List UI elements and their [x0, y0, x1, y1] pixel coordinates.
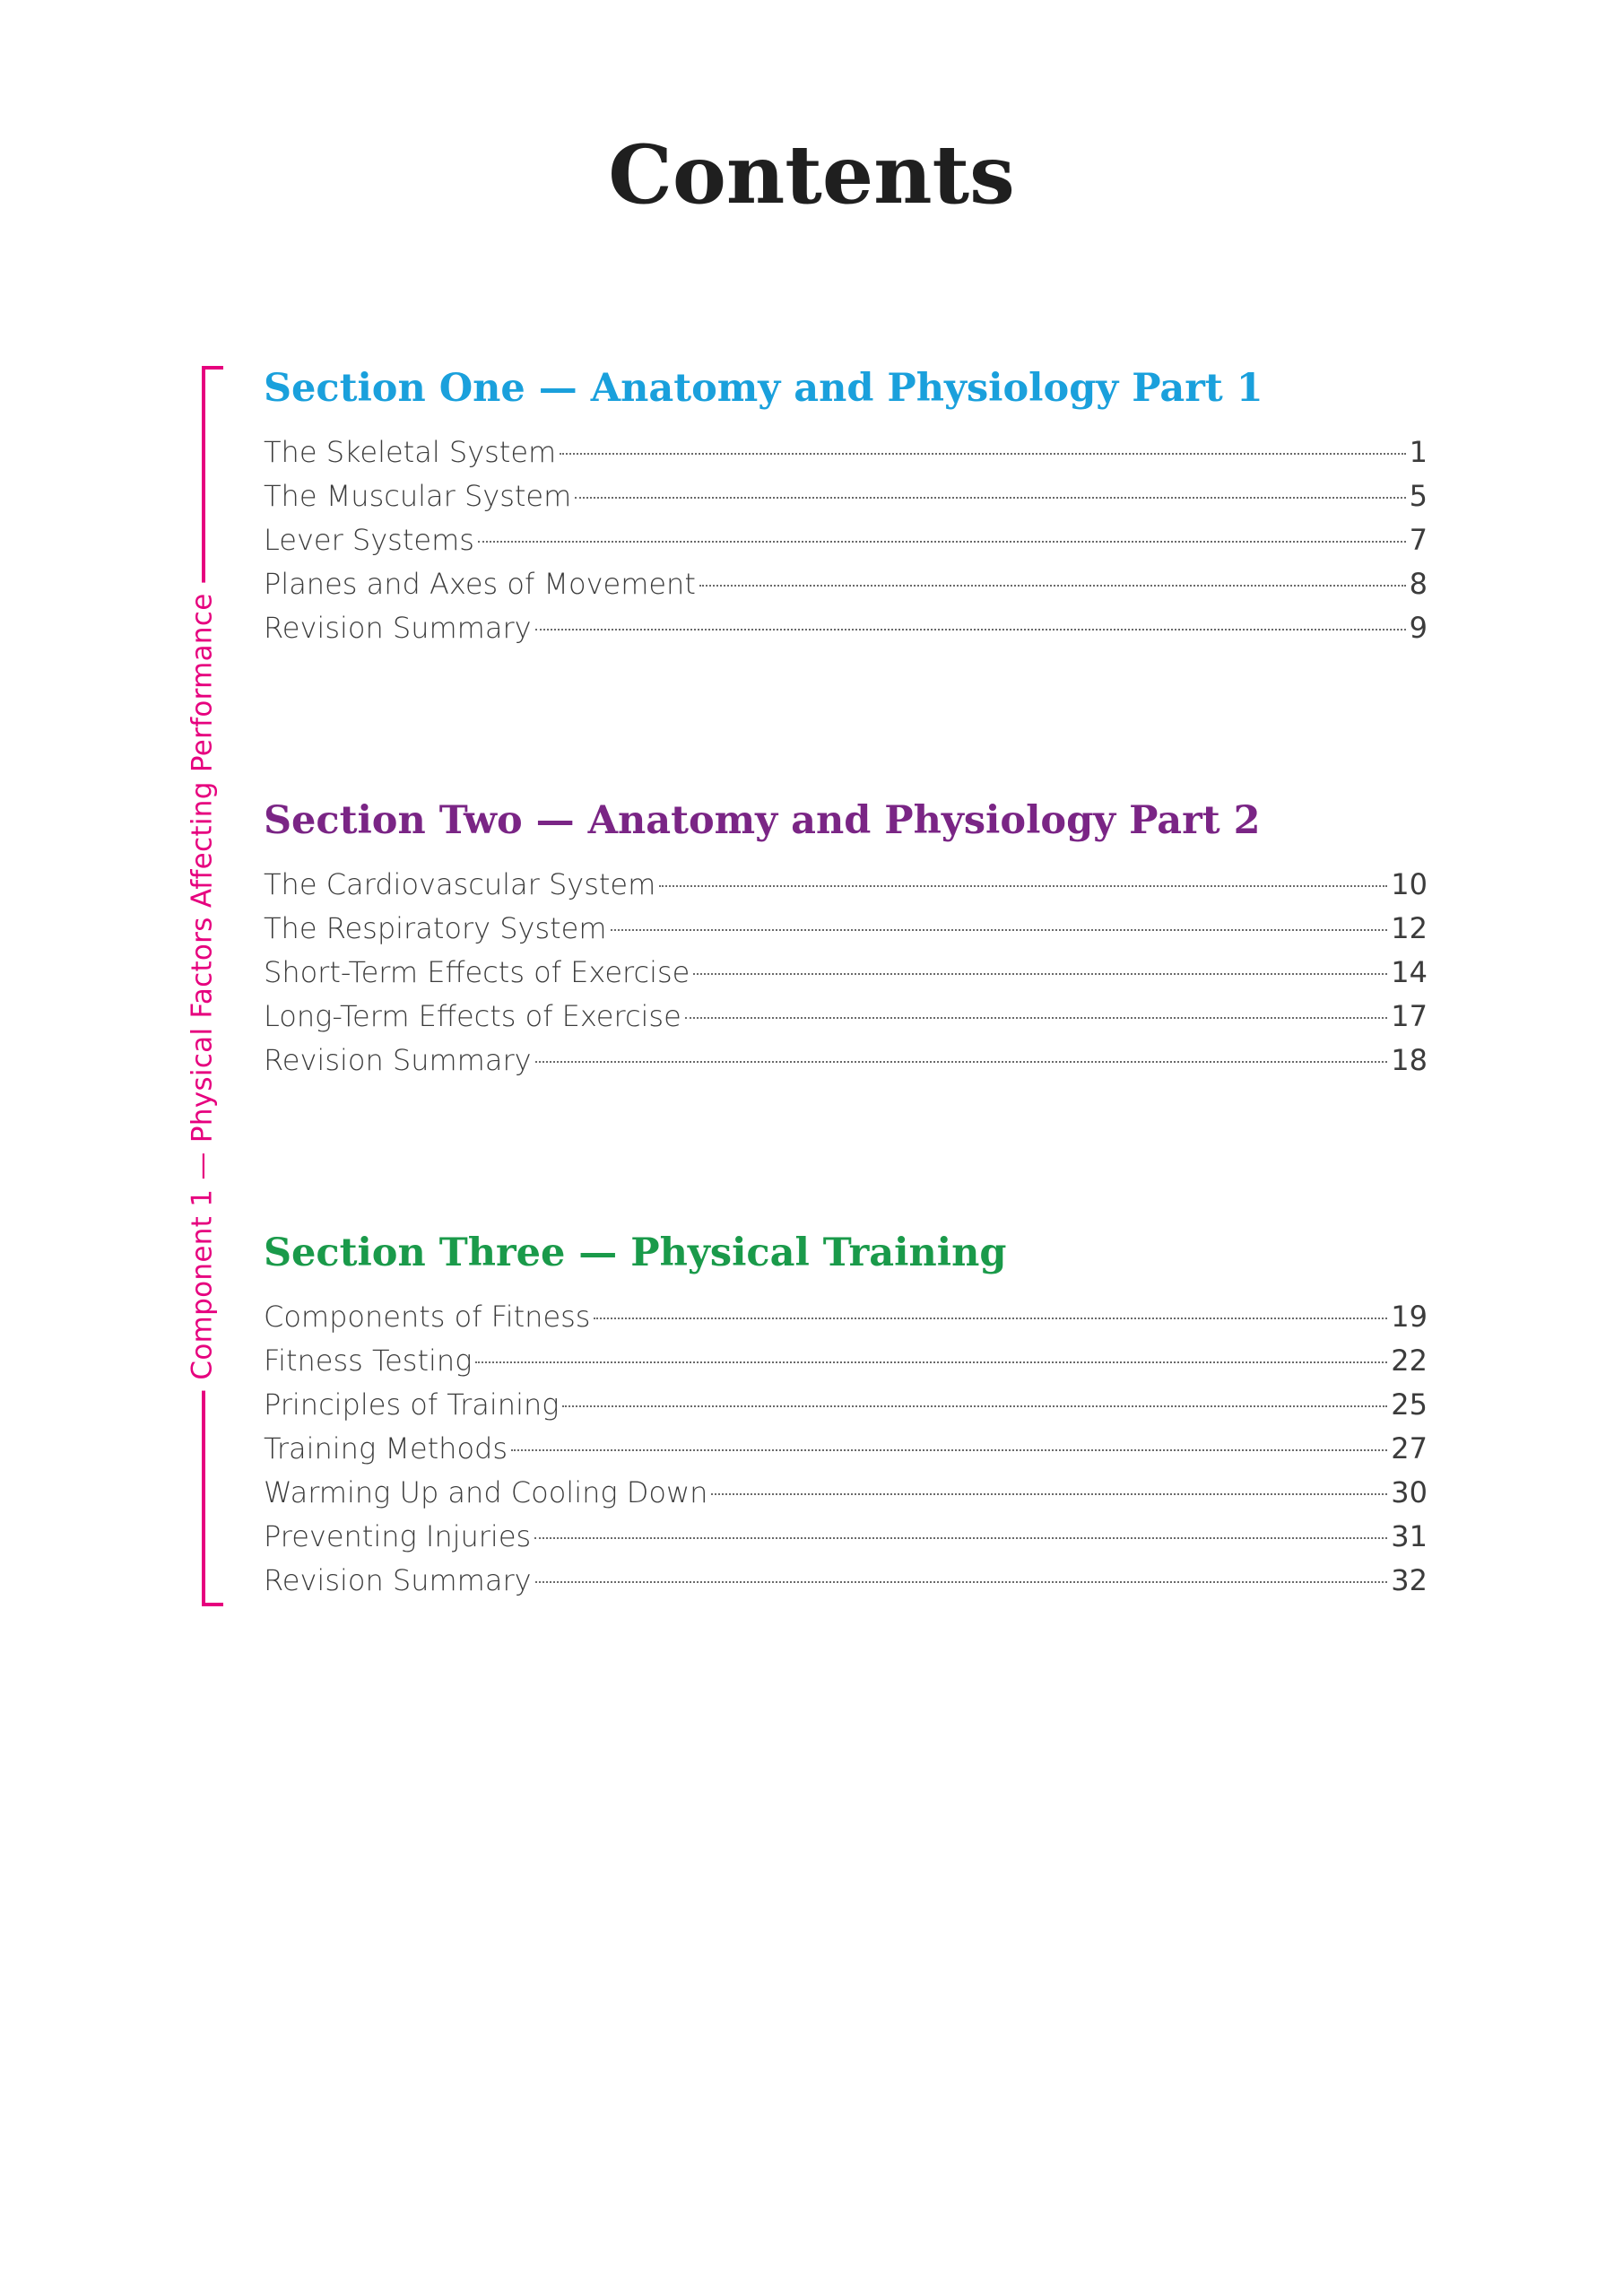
dot-leader — [693, 973, 1387, 975]
toc-entry[interactable] — [264, 518, 1428, 562]
section-heading: Section Two — Anatomy and Physiology Part 2 — [264, 798, 1261, 843]
dot-leader — [535, 629, 1406, 631]
entry-title: Long-Term Effects of Exercise — [264, 998, 681, 1033]
entry-page: 30 — [1391, 1474, 1428, 1509]
entry-page: 17 — [1391, 998, 1428, 1033]
dot-leader — [475, 1361, 1387, 1363]
dot-leader — [699, 585, 1406, 587]
entry-page: 5 — [1409, 478, 1428, 513]
entry-page: 14 — [1391, 954, 1428, 989]
toc-entry[interactable] — [264, 606, 1428, 650]
toc-entry[interactable] — [264, 1339, 1428, 1383]
entry-title: Principles of Training — [264, 1387, 560, 1422]
dot-leader — [535, 1581, 1388, 1583]
entry-page: 12 — [1391, 910, 1428, 945]
entry-page: 31 — [1391, 1518, 1428, 1553]
entry-page: 25 — [1391, 1387, 1428, 1422]
entry-page: 27 — [1391, 1431, 1428, 1465]
toc-entry[interactable] — [264, 907, 1428, 951]
dot-leader — [711, 1493, 1387, 1495]
toc-entry[interactable] — [264, 1471, 1428, 1515]
section-heading: Section Three — Physical Training — [264, 1231, 1007, 1275]
section-one — [264, 366, 1428, 650]
entry-title: Planes and Axes of Movement — [264, 566, 696, 601]
entry-page: 7 — [1409, 522, 1428, 557]
dot-leader — [594, 1318, 1387, 1319]
toc-entry[interactable] — [264, 562, 1428, 606]
entry-title: The Skeletal System — [264, 434, 557, 469]
entry-title: Lever Systems — [264, 522, 474, 557]
entry-title: Components of Fitness — [264, 1299, 591, 1334]
entry-title: Fitness Testing — [264, 1343, 473, 1378]
toc-entry[interactable] — [264, 1295, 1428, 1339]
entry-title: Short-Term Effects of Exercise — [264, 954, 690, 989]
entry-title: The Muscular System — [264, 478, 572, 513]
dot-leader — [659, 885, 1387, 887]
entry-title: Warming Up and Cooling Down — [264, 1474, 708, 1509]
toc-entry[interactable] — [264, 1559, 1428, 1603]
toc-entry[interactable] — [264, 1383, 1428, 1427]
dot-leader — [611, 929, 1388, 931]
entry-page: 18 — [1391, 1042, 1428, 1077]
toc-entry[interactable] — [264, 1515, 1428, 1559]
entry-title: The Cardiovascular System — [264, 866, 656, 901]
dot-leader — [562, 1405, 1387, 1407]
toc-entry[interactable] — [264, 1039, 1428, 1083]
dot-leader — [685, 1017, 1388, 1019]
entry-page: 19 — [1391, 1299, 1428, 1334]
section-two — [264, 798, 1428, 1083]
side-label: Component 1 — Physical Factors Affecting Performance — [187, 582, 219, 1390]
entry-page: 9 — [1409, 610, 1428, 645]
toc-entry[interactable] — [264, 863, 1428, 907]
entry-title: Preventing Injuries — [264, 1518, 532, 1553]
side-label-container — [179, 366, 226, 1606]
entry-title: The Respiratory System — [264, 910, 607, 945]
toc-entry[interactable] — [264, 430, 1428, 474]
entry-title: Revision Summary — [264, 1042, 532, 1077]
entry-page: 10 — [1391, 866, 1428, 901]
toc-entry[interactable] — [264, 951, 1428, 995]
dot-leader — [534, 1537, 1387, 1539]
toc-entry[interactable] — [264, 1427, 1428, 1471]
dot-leader — [535, 1061, 1388, 1063]
entry-page: 22 — [1391, 1343, 1428, 1378]
entry-page: 1 — [1409, 434, 1428, 469]
dot-leader — [511, 1449, 1387, 1451]
toc-entry[interactable] — [264, 474, 1428, 518]
dot-leader — [478, 541, 1406, 543]
section-heading: Section One — Anatomy and Physiology Part 1 — [264, 366, 1263, 411]
entry-title: Revision Summary — [264, 610, 532, 645]
entry-title: Revision Summary — [264, 1562, 532, 1597]
entry-page: 32 — [1391, 1562, 1428, 1597]
dot-leader — [575, 497, 1405, 499]
entry-title: Training Methods — [264, 1431, 508, 1465]
dot-leader — [560, 453, 1405, 455]
section-three — [264, 1231, 1428, 1603]
page-title: Contents — [608, 127, 1015, 222]
toc-entry[interactable] — [264, 995, 1428, 1039]
entry-page: 8 — [1409, 566, 1428, 601]
